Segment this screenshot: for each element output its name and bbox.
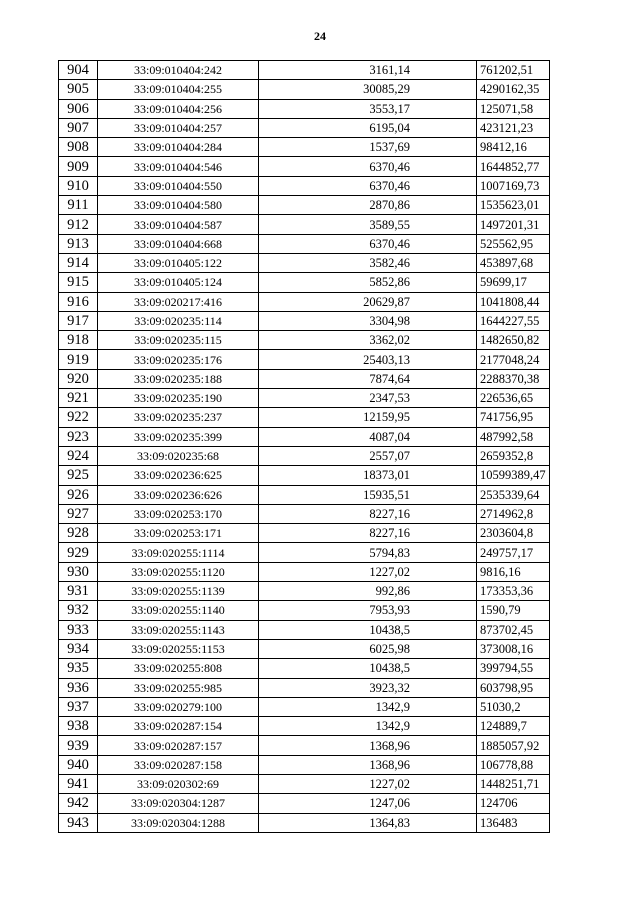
area-cell: 6195,04: [259, 118, 477, 137]
value-cell: 1885057,92: [477, 736, 550, 755]
row-number-cell: 928: [59, 524, 98, 543]
table-row: [59, 273, 550, 292]
table-row: [59, 620, 550, 639]
table-row: [59, 331, 550, 350]
area-cell: 1342,9: [259, 697, 477, 716]
table-row: [59, 61, 550, 80]
table-row: [59, 234, 550, 253]
row-number-cell: 911: [59, 196, 98, 215]
table-row: [59, 639, 550, 658]
cadastral-number-cell: 33:09:020236:625: [98, 466, 259, 485]
area-cell: 30085,29: [259, 80, 477, 99]
cadastral-table-container: [58, 60, 550, 833]
cadastral-number-cell: 33:09:010404:550: [98, 176, 259, 195]
area-cell: 992,86: [259, 582, 477, 601]
value-cell: 173353,36: [477, 582, 550, 601]
row-number-cell: 939: [59, 736, 98, 755]
row-number-cell: 927: [59, 504, 98, 523]
area-cell: 3589,55: [259, 215, 477, 234]
area-cell: 2870,86: [259, 196, 477, 215]
row-number-cell: 910: [59, 176, 98, 195]
table-row: [59, 446, 550, 465]
value-cell: 125071,58: [477, 99, 550, 118]
table-row: [59, 369, 550, 388]
row-number-cell: 937: [59, 697, 98, 716]
cadastral-number-cell: 33:09:020253:170: [98, 504, 259, 523]
cadastral-number-cell: 33:09:010404:256: [98, 99, 259, 118]
row-number-cell: 929: [59, 543, 98, 562]
row-number-cell: 942: [59, 794, 98, 813]
cadastral-number-cell: 33:09:010404:257: [98, 118, 259, 137]
table-row: [59, 659, 550, 678]
cadastral-number-cell: 33:09:020235:114: [98, 311, 259, 330]
table-row: [59, 350, 550, 369]
area-cell: 12159,95: [259, 408, 477, 427]
value-cell: 525562,95: [477, 234, 550, 253]
area-cell: 1537,69: [259, 138, 477, 157]
area-cell: 7953,93: [259, 601, 477, 620]
table-row: [59, 562, 550, 581]
area-cell: 3304,98: [259, 311, 477, 330]
row-number-cell: 925: [59, 466, 98, 485]
area-cell: 1342,9: [259, 717, 477, 736]
value-cell: 2288370,38: [477, 369, 550, 388]
value-cell: 1644852,77: [477, 157, 550, 176]
table-row: [59, 408, 550, 427]
table-row: [59, 755, 550, 774]
value-cell: 423121,23: [477, 118, 550, 137]
value-cell: 124889,7: [477, 717, 550, 736]
cadastral-number-cell: 33:09:020287:158: [98, 755, 259, 774]
value-cell: 453897,68: [477, 253, 550, 272]
area-cell: 1227,02: [259, 774, 477, 793]
table-row: [59, 80, 550, 99]
table-row: [59, 543, 550, 562]
cadastral-number-cell: 33:09:020235:399: [98, 427, 259, 446]
area-cell: 6370,46: [259, 157, 477, 176]
row-number-cell: 918: [59, 331, 98, 350]
cadastral-number-cell: 33:09:020235:115: [98, 331, 259, 350]
value-cell: 1482650,82: [477, 331, 550, 350]
cadastral-number-cell: 33:09:020255:1140: [98, 601, 259, 620]
value-cell: 761202,51: [477, 61, 550, 80]
table-row: [59, 215, 550, 234]
area-cell: 10438,5: [259, 659, 477, 678]
row-number-cell: 943: [59, 813, 98, 832]
cadastral-number-cell: 33:09:020235:68: [98, 446, 259, 465]
cadastral-number-cell: 33:09:020255:1120: [98, 562, 259, 581]
area-cell: 3582,46: [259, 253, 477, 272]
cadastral-number-cell: 33:09:010404:668: [98, 234, 259, 253]
cadastral-number-cell: 33:09:020235:190: [98, 389, 259, 408]
row-number-cell: 920: [59, 369, 98, 388]
value-cell: 373008,16: [477, 639, 550, 658]
value-cell: 1535623,01: [477, 196, 550, 215]
area-cell: 1227,02: [259, 562, 477, 581]
row-number-cell: 916: [59, 292, 98, 311]
cadastral-number-cell: 33:09:010404:255: [98, 80, 259, 99]
table-row: [59, 697, 550, 716]
cadastral-number-cell: 33:09:020255:1114: [98, 543, 259, 562]
value-cell: 603798,95: [477, 678, 550, 697]
value-cell: 2177048,24: [477, 350, 550, 369]
value-cell: 51030,2: [477, 697, 550, 716]
area-cell: 7874,64: [259, 369, 477, 388]
area-cell: 5794,83: [259, 543, 477, 562]
table-row: [59, 389, 550, 408]
cadastral-number-cell: 33:09:020304:1288: [98, 813, 259, 832]
cadastral-number-cell: 33:09:020304:1287: [98, 794, 259, 813]
area-cell: 6370,46: [259, 234, 477, 253]
value-cell: 1497201,31: [477, 215, 550, 234]
cadastral-number-cell: 33:09:020235:176: [98, 350, 259, 369]
row-number-cell: 913: [59, 234, 98, 253]
cadastral-number-cell: 33:09:010405:124: [98, 273, 259, 292]
area-cell: 1247,06: [259, 794, 477, 813]
row-number-cell: 930: [59, 562, 98, 581]
row-number-cell: 938: [59, 717, 98, 736]
value-cell: 4290162,35: [477, 80, 550, 99]
area-cell: 1368,96: [259, 736, 477, 755]
cadastral-number-cell: 33:09:020255:1153: [98, 639, 259, 658]
cadastral-number-cell: 33:09:020255:1143: [98, 620, 259, 639]
value-cell: 2659352,8: [477, 446, 550, 465]
cadastral-number-cell: 33:09:010405:122: [98, 253, 259, 272]
value-cell: 1590,79: [477, 601, 550, 620]
cadastral-number-cell: 33:09:020279:100: [98, 697, 259, 716]
row-number-cell: 908: [59, 138, 98, 157]
area-cell: 15935,51: [259, 485, 477, 504]
area-cell: 3362,02: [259, 331, 477, 350]
row-number-cell: 914: [59, 253, 98, 272]
cadastral-number-cell: 33:09:010404:284: [98, 138, 259, 157]
value-cell: 9816,16: [477, 562, 550, 581]
area-cell: 2347,53: [259, 389, 477, 408]
row-number-cell: 931: [59, 582, 98, 601]
row-number-cell: 909: [59, 157, 98, 176]
table-row: [59, 485, 550, 504]
row-number-cell: 904: [59, 61, 98, 80]
area-cell: 8227,16: [259, 504, 477, 523]
value-cell: 59699,17: [477, 273, 550, 292]
area-cell: 10438,5: [259, 620, 477, 639]
table-row: [59, 253, 550, 272]
cadastral-number-cell: 33:09:020255:808: [98, 659, 259, 678]
area-cell: 6370,46: [259, 176, 477, 195]
row-number-cell: 912: [59, 215, 98, 234]
table-row: [59, 678, 550, 697]
cadastral-number-cell: 33:09:020236:626: [98, 485, 259, 504]
value-cell: 98412,16: [477, 138, 550, 157]
area-cell: 8227,16: [259, 524, 477, 543]
cadastral-number-cell: 33:09:020255:985: [98, 678, 259, 697]
table-row: [59, 466, 550, 485]
row-number-cell: 921: [59, 389, 98, 408]
table-row: [59, 504, 550, 523]
table-row: [59, 196, 550, 215]
value-cell: 1041808,44: [477, 292, 550, 311]
area-cell: 25403,13: [259, 350, 477, 369]
table-row: [59, 813, 550, 832]
value-cell: 1448251,71: [477, 774, 550, 793]
cadastral-number-cell: 33:09:010404:580: [98, 196, 259, 215]
area-cell: 1364,83: [259, 813, 477, 832]
row-number-cell: 905: [59, 80, 98, 99]
cadastral-number-cell: 33:09:020287:157: [98, 736, 259, 755]
table-row: [59, 138, 550, 157]
table-row: [59, 582, 550, 601]
cadastral-number-cell: 33:09:010404:546: [98, 157, 259, 176]
row-number-cell: 907: [59, 118, 98, 137]
row-number-cell: 940: [59, 755, 98, 774]
page-number: 24: [314, 29, 326, 43]
area-cell: 1368,96: [259, 755, 477, 774]
table-row: [59, 176, 550, 195]
value-cell: 124706: [477, 794, 550, 813]
row-number-cell: 915: [59, 273, 98, 292]
value-cell: 226536,65: [477, 389, 550, 408]
row-number-cell: 917: [59, 311, 98, 330]
table-row: [59, 292, 550, 311]
cadastral-number-cell: 33:09:020235:237: [98, 408, 259, 427]
value-cell: 741756,95: [477, 408, 550, 427]
area-cell: 3161,14: [259, 61, 477, 80]
cadastral-number-cell: 33:09:010404:587: [98, 215, 259, 234]
row-number-cell: 935: [59, 659, 98, 678]
cadastral-table: [58, 60, 550, 833]
value-cell: 106778,88: [477, 755, 550, 774]
table-row: [59, 118, 550, 137]
table-row: [59, 601, 550, 620]
row-number-cell: 933: [59, 620, 98, 639]
value-cell: 2535339,64: [477, 485, 550, 504]
table-row: [59, 311, 550, 330]
row-number-cell: 924: [59, 446, 98, 465]
cadastral-number-cell: 33:09:020255:1139: [98, 582, 259, 601]
cadastral-number-cell: 33:09:020302:69: [98, 774, 259, 793]
value-cell: 2303604,8: [477, 524, 550, 543]
row-number-cell: 922: [59, 408, 98, 427]
row-number-cell: 932: [59, 601, 98, 620]
value-cell: 136483: [477, 813, 550, 832]
table-row: [59, 524, 550, 543]
area-cell: 20629,87: [259, 292, 477, 311]
value-cell: 1644227,55: [477, 311, 550, 330]
area-cell: 5852,86: [259, 273, 477, 292]
value-cell: 10599389,47: [477, 466, 550, 485]
cadastral-number-cell: 33:09:010404:242: [98, 61, 259, 80]
table-row: [59, 427, 550, 446]
table-row: [59, 736, 550, 755]
value-cell: 2714962,8: [477, 504, 550, 523]
table-row: [59, 794, 550, 813]
table-row: [59, 157, 550, 176]
area-cell: 3923,32: [259, 678, 477, 697]
area-cell: 3553,17: [259, 99, 477, 118]
row-number-cell: 934: [59, 639, 98, 658]
value-cell: 249757,17: [477, 543, 550, 562]
cadastral-number-cell: 33:09:020217:416: [98, 292, 259, 311]
row-number-cell: 923: [59, 427, 98, 446]
table-row: [59, 774, 550, 793]
row-number-cell: 936: [59, 678, 98, 697]
cadastral-number-cell: 33:09:020253:171: [98, 524, 259, 543]
value-cell: 873702,45: [477, 620, 550, 639]
row-number-cell: 926: [59, 485, 98, 504]
cadastral-number-cell: 33:09:020287:154: [98, 717, 259, 736]
area-cell: 2557,07: [259, 446, 477, 465]
area-cell: 6025,98: [259, 639, 477, 658]
value-cell: 487992,58: [477, 427, 550, 446]
area-cell: 18373,01: [259, 466, 477, 485]
row-number-cell: 906: [59, 99, 98, 118]
row-number-cell: 919: [59, 350, 98, 369]
cadastral-number-cell: 33:09:020235:188: [98, 369, 259, 388]
value-cell: 1007169,73: [477, 176, 550, 195]
row-number-cell: 941: [59, 774, 98, 793]
table-row: [59, 99, 550, 118]
cadastral-table-body: [59, 61, 550, 833]
table-row: [59, 717, 550, 736]
area-cell: 4087,04: [259, 427, 477, 446]
value-cell: 399794,55: [477, 659, 550, 678]
